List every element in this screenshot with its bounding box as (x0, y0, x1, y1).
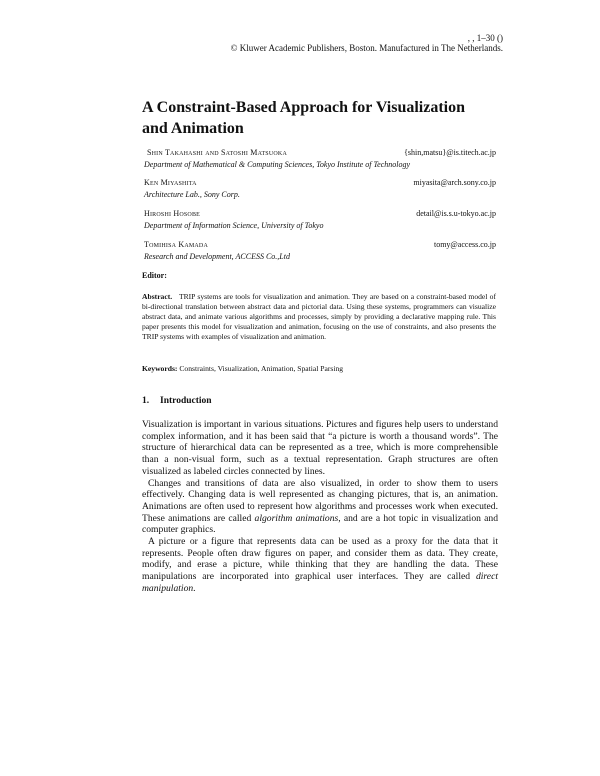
section-title: Introduction (160, 396, 212, 406)
paragraph-text: A picture or a figure that represents data can be used as a proxy for the data that it represents. People often draw figures on paper, and consider them as data. They create, modify, and erase a picture, while thinking that they are handling the data. These manipulations are incorporated into graphical user interfaces. They are called (142, 536, 498, 583)
author-email: tomy@access.co.jp (433, 240, 496, 249)
author-affiliation: Research and Development, ACCESS Co.,Ltd (144, 252, 290, 261)
abstract (142, 292, 496, 342)
author-block-3 (144, 208, 496, 232)
section-number: 1. (142, 396, 150, 406)
paragraph-text: Visualization is important in various situations. Pictures and figures help users to understand complex information, and it has been said that “a picture is worth a thousand words”. The structure of hierarchical data can be represented as a tree, which is more comprehensible than a non-visual form, such as a textual representation. Graph structures are often visualized as labeled circles connected by lines. (142, 419, 498, 477)
author-block-4 (144, 239, 496, 263)
paragraph (142, 536, 498, 595)
paragraph-text: , and are a hot topic in visualization and computer graphics. (142, 512, 498, 536)
author-name: Shin Takahashi and Satoshi Matsuoka (147, 148, 287, 157)
keywords-label: Keywords: (142, 364, 178, 373)
body-text (142, 419, 498, 595)
author-email: miyasita@arch.sony.co.jp (413, 178, 496, 187)
section-heading (142, 396, 212, 406)
paragraph-text: Changes and transitions of data are also visualized, in order to show them to users effectively. Changing data is well represented as changing pictures, that is, an animation. Animations are often used to represent how algorithms and processes work when executed. These animations are called (142, 477, 498, 524)
author-affiliation: Department of Mathematical & Computing Sciences, Tokyo Institute of Technology (144, 160, 411, 169)
paragraph-text: . (193, 582, 196, 594)
author-email: detail@is.s.u-tokyo.ac.jp (416, 209, 496, 218)
paragraph (142, 419, 498, 478)
page-range: , , 1–30 () (467, 33, 503, 43)
author-email: {shin,matsu}@is.titech.ac.jp (404, 148, 496, 157)
author-name: Tomihisa Kamada (144, 240, 208, 249)
paper-title: A Constraint-Based Approach for Visualization and Animation (142, 99, 466, 137)
emphasis-term: algorithm animations (254, 512, 339, 524)
author-block-1 (144, 147, 496, 171)
emphasis-term: direct manipulation (142, 571, 498, 594)
author-block-2 (144, 177, 496, 201)
author-name: Ken Miyashita (144, 178, 197, 187)
author-affiliation: Architecture Lab., Sony Corp. (144, 190, 240, 199)
author-affiliation: Department of Information Science, University of Tokyo (144, 221, 324, 230)
keywords (142, 364, 496, 374)
copyright-line: © Kluwer Academic Publishers, Boston. Manufactured in The Netherlands. (230, 43, 503, 53)
author-name: Hiroshi Hosobe (144, 209, 201, 218)
paragraph (142, 478, 498, 537)
abstract-text: TRIP systems are tools for visualization and animation. They are based on a constraint-based model of bi-directional translation between abstract data and pictorial data. Using these systems, programmers can visualize abstract data, and animate various algorithms and processes, simply by providing a declarative mapping rule. This paper presents this model for visualization and animation, focusing on the use of constraints, and also presents the TRIP systems with examples of visualization and animation. (142, 292, 496, 341)
keywords-text: Constraints, Visualization, Animation, Spatial Parsing (179, 364, 344, 373)
editor-label: Editor: (142, 271, 167, 280)
abstract-label: Abstract. (142, 292, 173, 301)
